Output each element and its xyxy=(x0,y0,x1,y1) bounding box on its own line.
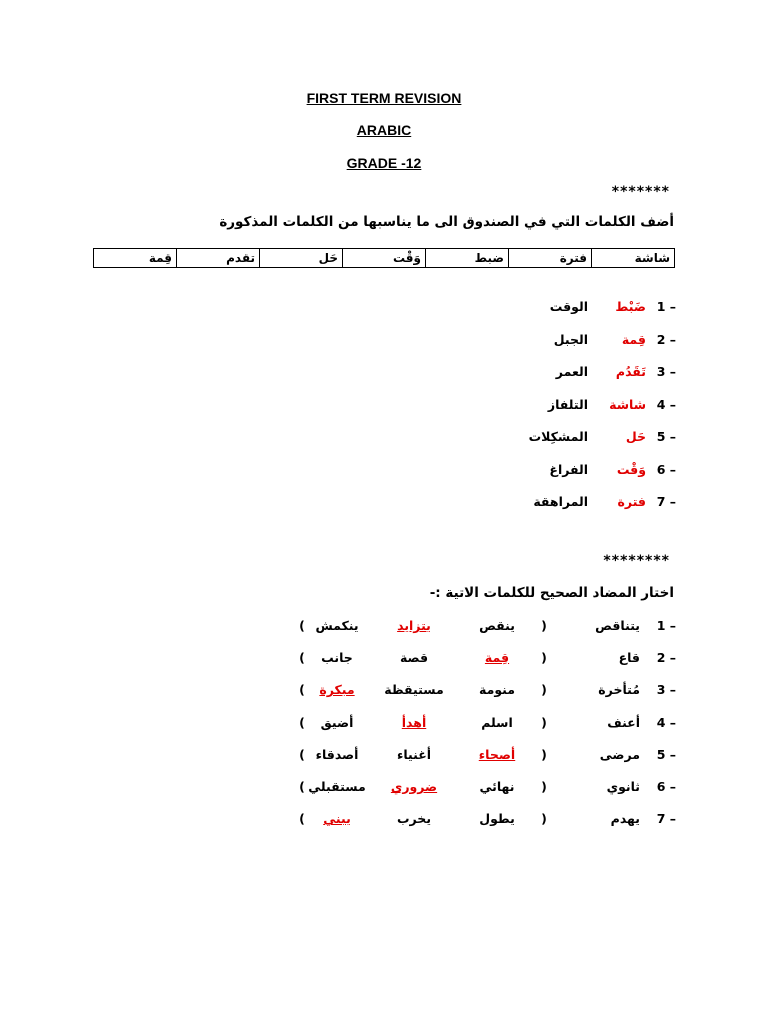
fill-answer: وَقْت xyxy=(616,462,646,477)
close-paren: ) xyxy=(299,682,305,697)
question-word: قاع xyxy=(618,650,640,665)
target-word: الوقت xyxy=(549,299,588,314)
word-box-cell: فترة xyxy=(508,249,591,267)
section1-instruction: أضف الكلمات التي في الصندوق الى ما يناسبها من الكلمات المذكورة xyxy=(219,214,674,230)
close-paren: ) xyxy=(299,779,305,794)
option: أضيق xyxy=(320,715,354,730)
close-paren: ) xyxy=(299,650,305,665)
correct-option: ضروري xyxy=(390,779,438,794)
correct-option: مبكرة xyxy=(319,682,355,697)
item-number: 5 – xyxy=(656,429,676,444)
word-box-cell: حَل xyxy=(259,249,342,267)
close-paren: ) xyxy=(299,715,305,730)
word-box-cell: وَقْت xyxy=(342,249,425,267)
correct-option: أصحاء xyxy=(478,747,516,762)
word-box-cell: ضبط xyxy=(425,249,508,267)
target-word: العمر xyxy=(555,364,588,379)
word-box-cell: تقدم xyxy=(176,249,259,267)
target-word: التلفاز xyxy=(547,397,588,412)
fill-answer: ضَبْط xyxy=(615,299,646,314)
option: أغنياء xyxy=(396,747,432,762)
fill-answer: شاشة xyxy=(609,397,646,412)
section2-instruction: اختار المضاد الصحيح للكلمات الاتية :- xyxy=(429,585,674,601)
open-paren: ( xyxy=(541,682,547,697)
page-title: FIRST TERM REVISION xyxy=(306,90,462,106)
option: قصة xyxy=(399,650,429,665)
item-number: 2 – xyxy=(656,650,676,665)
item-number: 1 – xyxy=(656,618,676,633)
target-word: الفراغ xyxy=(549,462,588,477)
item-number: 6 – xyxy=(656,462,676,477)
question-word: ثانوي xyxy=(606,779,640,794)
close-paren: ) xyxy=(299,618,305,633)
correct-option: يبني xyxy=(323,811,351,826)
fill-answer: حَل xyxy=(625,429,646,444)
open-paren: ( xyxy=(541,747,547,762)
target-word: الجبل xyxy=(553,332,588,347)
option: مستيقظة xyxy=(384,682,444,697)
open-paren: ( xyxy=(541,650,547,665)
option: اسلم xyxy=(481,715,513,730)
item-number: 6 – xyxy=(656,779,676,794)
question-word: يهدم xyxy=(610,811,640,826)
subject-heading: ARABIC xyxy=(356,122,412,138)
question-word: أعنف xyxy=(607,715,640,730)
option: أصدقاء xyxy=(315,747,359,762)
option: ينقص xyxy=(479,618,515,633)
correct-option: قِمة xyxy=(484,650,510,665)
item-number: 2 – xyxy=(656,332,676,347)
target-word: المشكِلات xyxy=(528,429,588,444)
open-paren: ( xyxy=(541,779,547,794)
word-box-cell: قِمة xyxy=(148,251,172,265)
question-word: مرضى xyxy=(599,747,640,762)
close-paren: ) xyxy=(299,747,305,762)
option: جانب xyxy=(321,650,353,665)
item-number: 7 – xyxy=(656,811,676,826)
option: مستقبلي xyxy=(308,779,366,794)
correct-option: يتزايد xyxy=(397,618,431,633)
item-number: 3 – xyxy=(656,364,676,379)
target-word: المراهقة xyxy=(533,494,588,509)
item-number: 4 – xyxy=(656,715,676,730)
option: منومة xyxy=(479,682,515,697)
item-number: 4 – xyxy=(656,397,676,412)
item-number: 5 – xyxy=(656,747,676,762)
close-paren: ) xyxy=(299,811,305,826)
item-number: 7 – xyxy=(656,494,676,509)
fill-answer: قِمة xyxy=(621,332,646,347)
option: يطول xyxy=(479,811,515,826)
correct-option: أهدأ xyxy=(401,715,427,730)
fill-answer: تَقَدُم xyxy=(615,364,646,379)
item-number: 1 – xyxy=(656,299,676,314)
section1-separator: ******* xyxy=(611,184,670,200)
word-box-cell: شاشة xyxy=(591,249,674,267)
word-box xyxy=(93,248,675,268)
question-word: يتناقص xyxy=(595,618,640,633)
grade-heading: GRADE -12 xyxy=(346,155,422,171)
section2-separator: ******** xyxy=(603,553,670,569)
option: يخرب xyxy=(396,811,432,826)
fill-answer: فترة xyxy=(617,494,646,509)
open-paren: ( xyxy=(541,811,547,826)
open-paren: ( xyxy=(541,618,547,633)
option: نهائي xyxy=(479,779,515,794)
question-word: مُتأخرة xyxy=(598,682,640,697)
open-paren: ( xyxy=(541,715,547,730)
option: ينكمش xyxy=(315,618,359,633)
item-number: 3 – xyxy=(656,682,676,697)
